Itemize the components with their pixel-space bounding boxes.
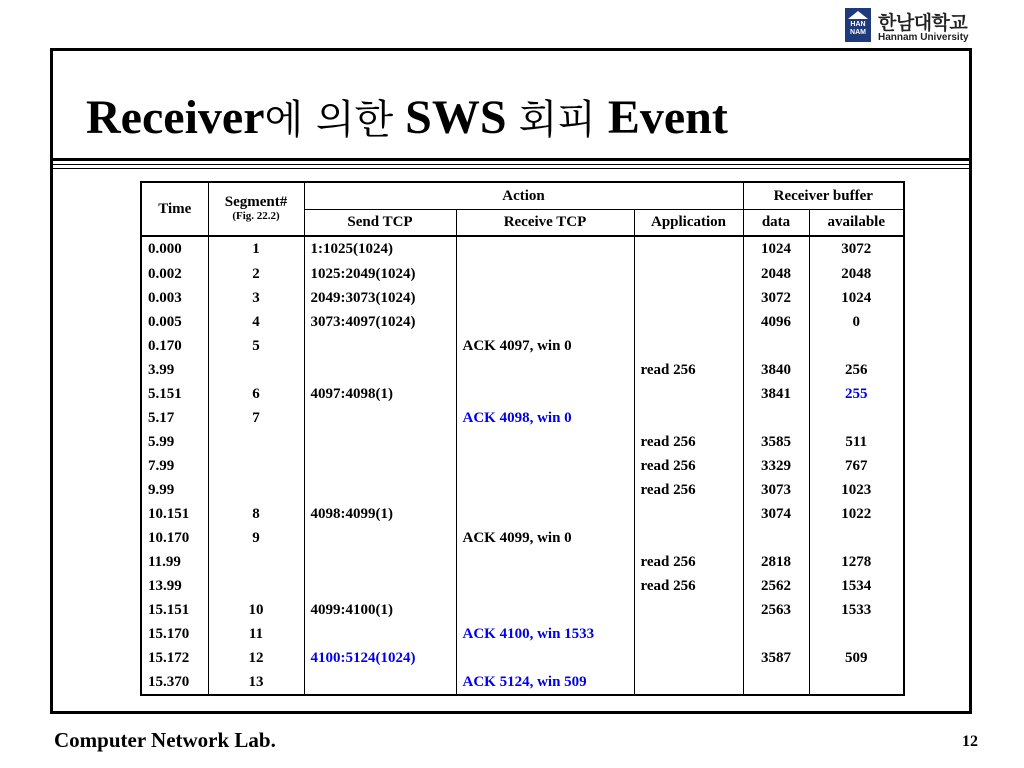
title-rule-thick <box>53 158 969 161</box>
table-row: 9.99 read 256 3073 1023 <box>141 478 904 502</box>
table-row: 13.99 read 256 2562 1534 <box>141 574 904 598</box>
table-row: 5.151 6 4097:4098(1) 3841 255 <box>141 382 904 406</box>
logo-english-name: Hannam University <box>878 32 969 43</box>
header-receive-tcp: Receive TCP <box>456 210 634 237</box>
table-row: 10.170 9 ACK 4099, win 0 <box>141 526 904 550</box>
table-row: 0.170 5 ACK 4097, win 0 <box>141 334 904 358</box>
header-available: available <box>809 210 904 237</box>
sws-event-table <box>140 181 905 696</box>
header-time: Time <box>141 182 208 236</box>
header-action: Action <box>304 182 743 210</box>
table-row: 5.99 read 256 3585 511 <box>141 430 904 454</box>
header-segment-sub: (Fig. 22.2) <box>232 210 280 222</box>
table-row: 15.170 11 ACK 4100, win 1533 <box>141 622 904 646</box>
table-body <box>141 236 904 695</box>
header-send-tcp: Send TCP <box>304 210 456 237</box>
title-rule-thin-2 <box>53 168 969 169</box>
table-row: 0.002 2 1025:2049(1024) 2048 2048 <box>141 262 904 286</box>
header-application: Application <box>634 210 743 237</box>
title-rule-thin <box>53 164 969 165</box>
table-row: 10.151 8 4098:4099(1) 3074 1022 <box>141 502 904 526</box>
logo-korean-name: 한남대학교 <box>878 12 968 34</box>
table-row: 15.151 10 4099:4100(1) 2563 1533 <box>141 598 904 622</box>
table-row: 7.99 read 256 3329 767 <box>141 454 904 478</box>
logo-emblem-icon: HAN NAM <box>845 8 871 42</box>
university-logo <box>845 8 980 44</box>
footer-lab-name: Computer Network Lab. <box>54 728 276 752</box>
table-row: 0.003 3 2049:3073(1024) 3072 1024 <box>141 286 904 310</box>
header-segment: Segment# (Fig. 22.2) <box>208 182 304 236</box>
slide-title: Receiver에 의한 SWS 회피 Event <box>86 91 728 144</box>
table-row: 15.370 13 ACK 5124, win 509 <box>141 670 904 695</box>
header-receiver-buffer: Receiver buffer <box>743 182 904 210</box>
table-row: 15.172 12 4100:5124(1024) 3587 509 <box>141 646 904 670</box>
table-row: 3.99 read 256 3840 256 <box>141 358 904 382</box>
table-row: 0.005 4 3073:4097(1024) 4096 0 <box>141 310 904 334</box>
page-number: 12 <box>962 733 978 750</box>
table-row: 5.17 7 ACK 4098, win 0 <box>141 406 904 430</box>
header-data: data <box>743 210 809 237</box>
table-row: 0.000 1 1:1025(1024) 1024 3072 <box>141 236 904 262</box>
table-row: 11.99 read 256 2818 1278 <box>141 550 904 574</box>
